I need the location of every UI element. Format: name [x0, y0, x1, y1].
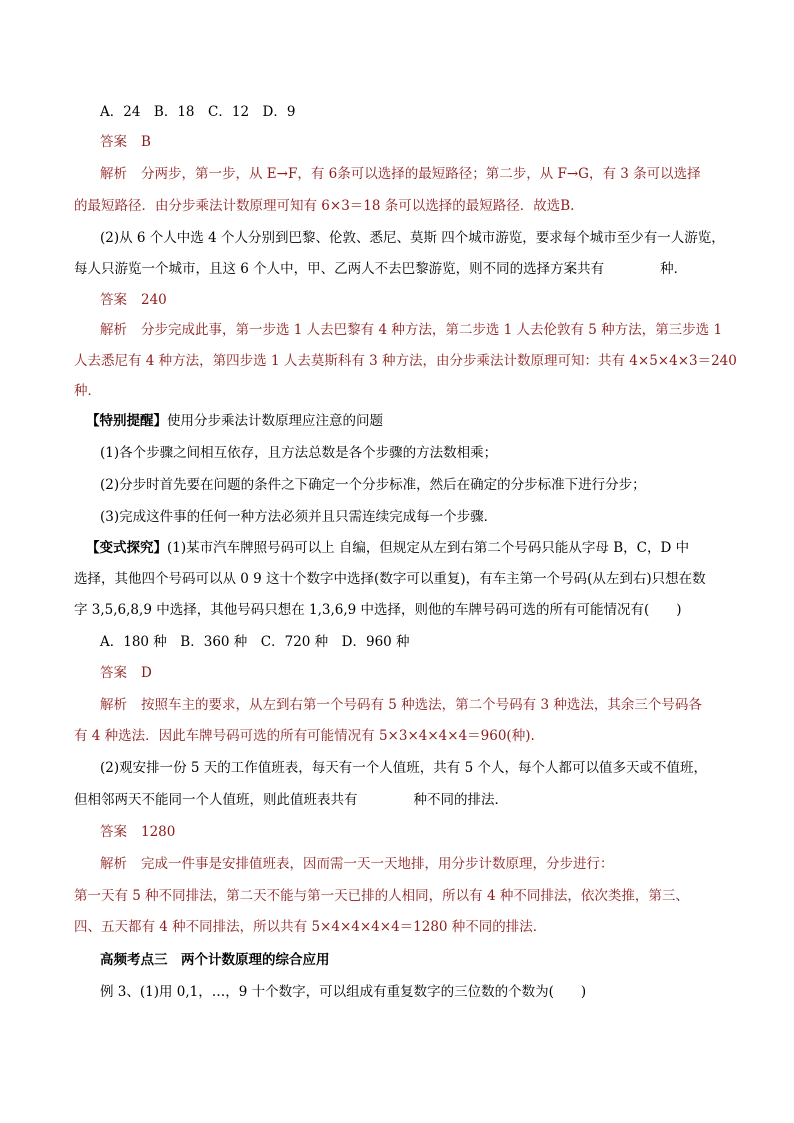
v2-analysis-line-3: 四、五天都有 4 种不同排法，所以共有 5×4×4×4×4＝1280 种不同的排法． — [74, 919, 547, 935]
tip-intro: 使用分步乘法计数原理应注意的问题 — [167, 413, 383, 429]
v2-line-2-end: 种不同的排法． — [413, 792, 508, 808]
answer-label: 答案 — [100, 824, 127, 840]
example-3-question: 例 3、(1)用 0,1，…，9 十个数字，可以组成有重复数字的三位数的个数为( ) — [100, 984, 587, 1000]
q2-line-2 — [74, 259, 687, 279]
analysis-text: 分两步，第一步，从 E→F，有 6条可以选择的最短路径；第二步，从 F→G，有 3 条可以选择 — [141, 166, 701, 182]
variant-heading: 【变式探究】 — [86, 540, 167, 556]
v1-analysis-line-2: 有 4 种选法．因此车牌号码可选的所有可能情况有 5×3×4×4×4＝960(种). — [74, 728, 535, 744]
q1-analysis-line-1 — [100, 164, 701, 184]
tip-item-3: (3)完成这件事的任何一种方法必须并且只需连续完成每一个步骤． — [100, 509, 498, 525]
v2-analysis-line-2: 第一天有 5 种不同排法，第二天不能与第一天已排的人相同，所以有 4 种不同排法，依次类推，第三、 — [74, 888, 689, 904]
q2-line-2-end: 种． — [660, 261, 688, 277]
q2-line-1: (2)从 6 个人中选 4 个人分别到巴黎、伦敦、悉尼、莫斯 四个城市游览，要求每个城市至少有一人游览， — [100, 230, 725, 246]
v1-options: A．180 种 B．360 种 C．720 种 D．960 种 — [100, 634, 410, 650]
analysis-label: 解析 — [100, 697, 127, 713]
variant-line-1 — [86, 538, 689, 558]
answer-label: 答案 — [100, 292, 127, 308]
q2-answer — [100, 290, 167, 310]
v2-answer — [100, 822, 175, 842]
answer-label: 答案 — [100, 665, 127, 681]
v2-line-1: (2)观安排一份 5 天的工作值班表，每天有一个人值班，共有 5 个人，每个人都可以值多天或不值班， — [100, 760, 707, 776]
v2-analysis-line-1 — [100, 854, 614, 874]
v2-line-2-text: 但相邻两天不能同一个人值班，则此值班表共有 — [74, 792, 358, 808]
q2-analysis-line-1 — [100, 320, 722, 340]
q2-line-2-text: 每人只游览一个城市，且这 6 个人中，甲、乙两人不去巴黎游览，则不同的选择方案共有 — [74, 261, 605, 277]
q2-analysis-line-2: 人去悉尼有 4 种方法，第四步选 1 人去莫斯科有 3 种方法，由分步乘法计数原理可知：共有 4×5×4×3＝240 — [74, 353, 737, 369]
answer-value: 1280 — [141, 824, 176, 840]
section-heading: 高频考点三 两个计数原理的综合应用 — [100, 952, 330, 968]
q1-answer — [100, 132, 151, 152]
v1-answer — [100, 663, 152, 683]
answer-value: D — [141, 665, 152, 681]
analysis-label: 解析 — [100, 322, 127, 338]
tip-heading-line — [86, 411, 383, 431]
analysis-text: 完成一件事是安排值班表，因而需一天一天地排，用分步计数原理，分步进行： — [141, 856, 614, 872]
tip-item-1: (1)各个步骤之间相互依存，且方法总数是各个步骤的方法数相乘； — [100, 445, 498, 461]
q2-analysis-line-3: 种． — [74, 383, 101, 399]
answer-value: B — [141, 134, 151, 150]
answer-label: 答案 — [100, 134, 127, 150]
analysis-label: 解析 — [100, 856, 127, 872]
q1-analysis-line-2: 的最短路径．由分步乘法计数原理可知有 6×3＝18 条可以选择的最短路径．故选B. — [74, 198, 575, 214]
q1-options: A．24 B．18 C．12 D．9 — [100, 104, 296, 120]
tip-item-2: (2)分步时首先要在问题的条件之下确定一个分步标准，然后在确定的分步标准下进行分步； — [100, 477, 646, 493]
analysis-label: 解析 — [100, 166, 127, 182]
variant-text: (1)某市汽车牌照号码可以上 自编，但规定从左到右第二个号码只能从字母 B，C，D 中 — [167, 540, 690, 556]
analysis-text: 分步完成此事，第一步选 1 人去巴黎有 4 种方法，第二步选 1 人去伦敦有 5 种方法，第三步选 1 — [141, 322, 723, 338]
tip-heading: 【特别提醒】 — [86, 413, 167, 429]
variant-line-3: 字 3,5,6,8,9 中选择，其他号码只想在 1,3,6,9 中选择，则他的车牌号码可选的所有可能情况有( ) — [74, 602, 682, 618]
analysis-text: 按照车主的要求，从左到右第一个号码有 5 种选法，第二个号码有 3 种选法，其余三个号码各 — [141, 697, 702, 713]
variant-line-2: 选择，其他四个号码可以从 0 9 这十个数字中选择(数字可以重复)，有车主第一个号码(从左到右)只想在数 — [74, 571, 706, 587]
v2-line-2 — [74, 790, 508, 810]
v1-analysis-line-1 — [100, 695, 702, 715]
answer-value: 240 — [141, 292, 167, 308]
